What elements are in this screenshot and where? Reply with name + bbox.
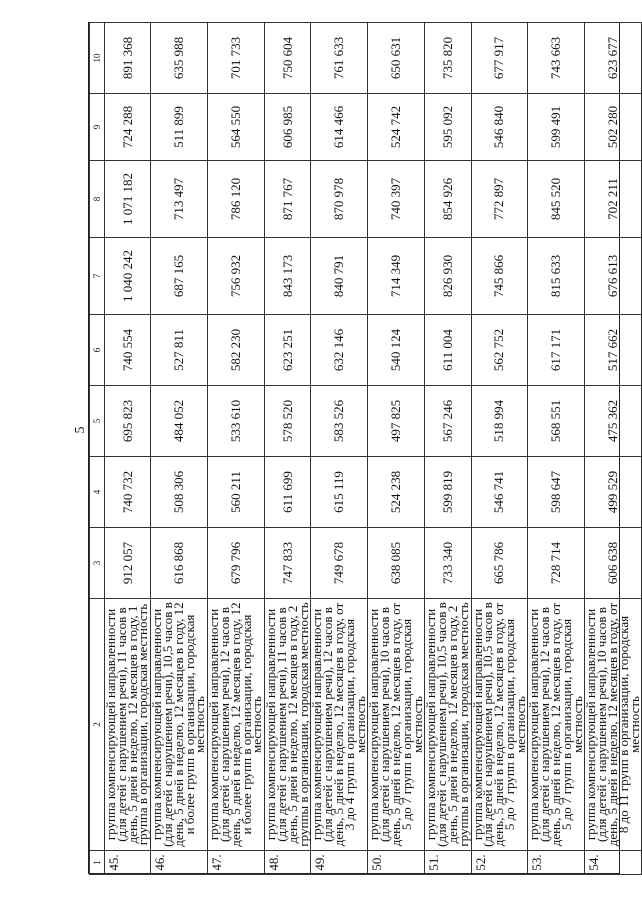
cost-value: 912 057 [105,528,151,599]
column-number: 5 [90,386,105,457]
column-number: 8 [90,161,105,238]
cost-value: 502 280 [585,94,642,161]
cost-value: 747 833 [265,528,311,599]
cost-value: 511 899 [151,94,208,161]
cost-value: 1 040 242 [105,238,151,315]
cost-value: 635 988 [151,23,208,94]
cost-value: 724 288 [105,94,151,161]
cost-value: 623 677 [585,23,642,94]
cost-value: 540 124 [368,315,425,386]
table-row [585,23,642,875]
cost-value: 728 714 [528,528,585,599]
cost-value: 533 610 [208,386,265,457]
cost-value: 1 071 182 [105,161,151,238]
cost-value: 687 165 [151,238,208,315]
cost-value: 735 820 [425,23,471,94]
table-row [105,23,151,875]
row-number: 48. [265,851,311,875]
cost-value: 870 978 [311,161,368,238]
table-row [311,23,368,875]
row-number: 50. [368,851,425,875]
cost-value: 740 732 [105,457,151,528]
row-number: 47. [208,851,265,875]
cost-value: 499 529 [585,457,642,528]
cost-value: 598 647 [528,457,585,528]
column-number: 1 [90,851,105,875]
cost-value: 582 230 [208,315,265,386]
rotated-table-container [89,23,642,875]
cost-value: 583 526 [311,386,368,457]
cost-value: 749 678 [311,528,368,599]
row-number: 52. [471,851,528,875]
cost-value: 599 491 [528,94,585,161]
cost-value: 484 052 [151,386,208,457]
group-description: группа компенсирующей направленности (для детей с нарушением речи), 10 часов в день, 5 дней в неделю, 12 месяцев в году, от 8 до 11 групп в организации, городская местность [585,599,642,851]
cost-value: 611 699 [265,457,311,528]
table-row [528,23,585,875]
table-row [471,23,528,875]
cost-value: 599 819 [425,457,471,528]
cost-value: 615 119 [311,457,368,528]
cost-value: 564 550 [208,94,265,161]
cost-value: 815 633 [528,238,585,315]
cost-value: 891 368 [105,23,151,94]
cost-value: 614 466 [311,94,368,161]
cost-value: 606 638 [585,528,642,599]
cost-value: 786 120 [208,161,265,238]
table-row [425,23,471,875]
cost-value: 568 551 [528,386,585,457]
cost-value: 560 211 [208,457,265,528]
row-number: 51. [425,851,471,875]
cost-value: 714 349 [368,238,425,315]
table-row [151,23,208,875]
cost-value: 638 085 [368,528,425,599]
cost-value: 562 752 [471,315,528,386]
table-row [265,23,311,875]
cost-value: 517 662 [585,315,642,386]
group-description: группа компенсирующей направленности (для детей с нарушением речи), 11 часов в день, 5 дней в неделю, 12 месяцев в году, 2 группы в организации, городская местность [265,599,311,851]
cost-value: 701 733 [208,23,265,94]
cost-value: 508 306 [151,457,208,528]
row-number: 54. [585,851,642,875]
table-row [368,23,425,875]
group-description: группа компенсирующей направленности (для детей с нарушением речи), 12 часов в день, 5 дней в неделю, 12 месяцев в году, от 5 до 7 групп в организации, городская местность [528,599,585,851]
cost-value: 740 554 [105,315,151,386]
cost-value: 840 791 [311,238,368,315]
group-description: группа компенсирующей направленности (для детей с нарушением речи), 12 часов в день, 5 дней в неделю, 12 месяцев в году, 12 и более групп в организации, городская местность [208,599,265,851]
cost-value: 713 497 [151,161,208,238]
cost-value: 606 985 [265,94,311,161]
cost-value: 695 823 [105,386,151,457]
cost-value: 617 171 [528,315,585,386]
column-number: 4 [90,457,105,528]
group-description: группа компенсирующей направленности (для детей с нарушением речи), 10,5 часов в день, 5 дней в неделю, 12 месяцев в году, 12 и более групп в организации, городская местность [151,599,208,851]
table-body [90,23,642,875]
cost-value: 578 520 [265,386,311,457]
cost-value: 826 930 [425,238,471,315]
column-number: 10 [90,23,105,94]
cost-value: 616 868 [151,528,208,599]
cost-value: 650 631 [368,23,425,94]
cost-value: 497 825 [368,386,425,457]
row-number: 53. [528,851,585,875]
group-description: группа компенсирующей направленности (для детей с нарушением речи), 11 часов в день, 5 дней в неделю, 12 месяцев в году, 1 группа в организации, городская местность [105,599,151,851]
cost-value: 518 994 [471,386,528,457]
table-row [208,23,265,875]
cost-value: 546 741 [471,457,528,528]
cost-value: 524 742 [368,94,425,161]
cost-value: 845 520 [528,161,585,238]
cost-value: 733 340 [425,528,471,599]
column-number: 2 [90,599,105,851]
cost-value: 750 604 [265,23,311,94]
cost-value: 546 840 [471,94,528,161]
cost-value: 679 796 [208,528,265,599]
cost-value: 843 173 [265,238,311,315]
cost-value: 527 811 [151,315,208,386]
cost-value: 756 932 [208,238,265,315]
group-description: группа компенсирующей направленности (для детей с нарушением речи), 10 часов в день, 5 дней в неделю, 12 месяцев в году, от 5 до 7 групп в организации, городская местность [368,599,425,851]
row-number: 45. [105,851,151,875]
column-number: 3 [90,528,105,599]
group-description: группа компенсирующей направленности (для детей с нарушением речи), 12 часов в день, 5 дней в неделю, 12 месяцев в году, от 3 до 4 групп в организации, городская местность [311,599,368,851]
row-number: 46. [151,851,208,875]
column-number: 6 [90,315,105,386]
cost-value: 595 092 [425,94,471,161]
cost-value: 623 251 [265,315,311,386]
cost-value: 871 767 [265,161,311,238]
cost-value: 745 866 [471,238,528,315]
cost-value: 567 246 [425,386,471,457]
cost-value: 854 926 [425,161,471,238]
page-number: 5 [73,426,88,434]
cost-value: 632 146 [311,315,368,386]
cost-value: 702 211 [585,161,642,238]
cost-value: 740 397 [368,161,425,238]
cost-value: 611 004 [425,315,471,386]
cost-value: 676 613 [585,238,642,315]
cost-value: 524 238 [368,457,425,528]
row-number: 49. [311,851,368,875]
cost-value: 743 663 [528,23,585,94]
cost-value: 772 897 [471,161,528,238]
column-number: 9 [90,94,105,161]
cost-value: 665 786 [471,528,528,599]
group-description: группа компенсирующей направленности (для детей с нарушением речи), 10,5 часов в день, 5 дней в неделю, 12 месяцев в году, 2 группы в организации, городская местность [425,599,471,851]
column-number: 7 [90,238,105,315]
cost-value: 677 917 [471,23,528,94]
cost-value: 475 362 [585,386,642,457]
document-sheet [88,22,642,874]
cost-value: 761 633 [311,23,368,94]
group-description: группа компенсирующей направленности (для детей с нарушением речи), 10,5 часов в день, 5 дней в неделю, 12 месяцев в году, от 5 до 7 групп в организации, городская местность [471,599,528,851]
cost-table [89,22,642,875]
